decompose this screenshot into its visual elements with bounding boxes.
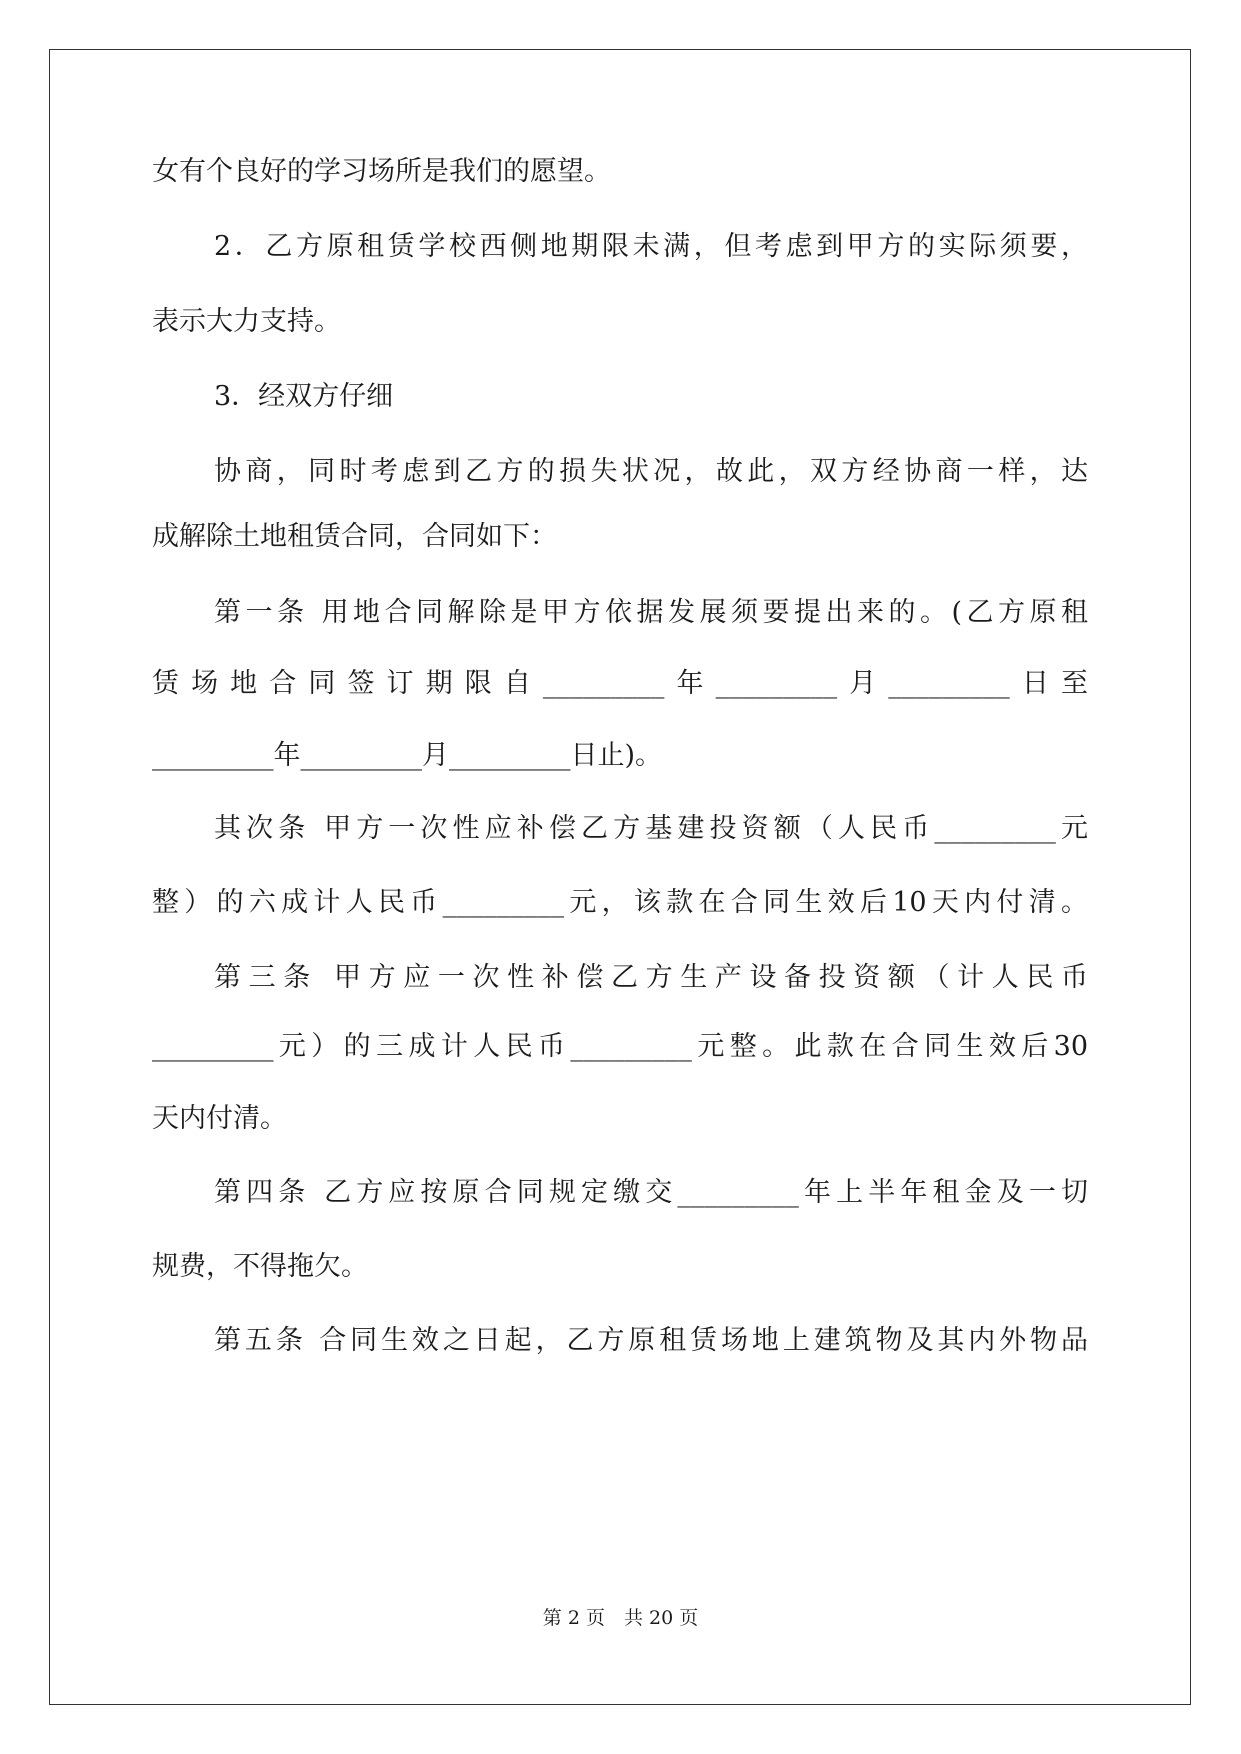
text-line: 3．经双方仔细 [214, 381, 394, 412]
text-line: 2．乙方原租赁学校西侧地期限未满，但考虑到甲方的实际须要， [214, 231, 1088, 262]
text-line: 第三条 甲方应一次性补偿乙方生产设备投资额（计人民币 [214, 962, 1088, 993]
page-number: 第 2 页 共 20 页 [542, 1607, 699, 1629]
text-line: 整）的六成计人民币_________元，该款在合同生效后10天内付清。 [152, 887, 1088, 918]
text-line: 第五条 合同生效之日起，乙方原租赁场地上建筑物及其内外物品 [214, 1325, 1088, 1356]
text-line: 规费，不得拖欠。 [152, 1251, 368, 1282]
text-line: 赁场地合同签订期限自_________年_________月_________日至 [152, 668, 1088, 699]
page-border [49, 49, 1191, 1705]
text-line: 表示大力支持。 [152, 306, 341, 337]
text-line: _________元）的三成计人民币_________元整。此款在合同生效后30 [152, 1031, 1088, 1062]
text-line: 成解除土地租赁合同，合同如下： [152, 521, 557, 552]
text-line: 协商，同时考虑到乙方的损失状况，故此，双方经协商一样，达 [214, 456, 1088, 487]
text-line: 第四条 乙方应按原合同规定缴交_________年上半年租金及一切 [214, 1177, 1088, 1208]
text-line: 女有个良好的学习场所是我们的愿望。 [152, 156, 611, 187]
text-line: 第一条 用地合同解除是甲方依据发展须要提出来的。(乙方原租 [214, 597, 1088, 628]
text-line: _________年_________月_________日止)。 [152, 740, 663, 771]
text-line: 其次条 甲方一次性应补偿乙方基建投资额（人民币_________元 [214, 813, 1088, 844]
text-line: 天内付清。 [152, 1103, 287, 1134]
